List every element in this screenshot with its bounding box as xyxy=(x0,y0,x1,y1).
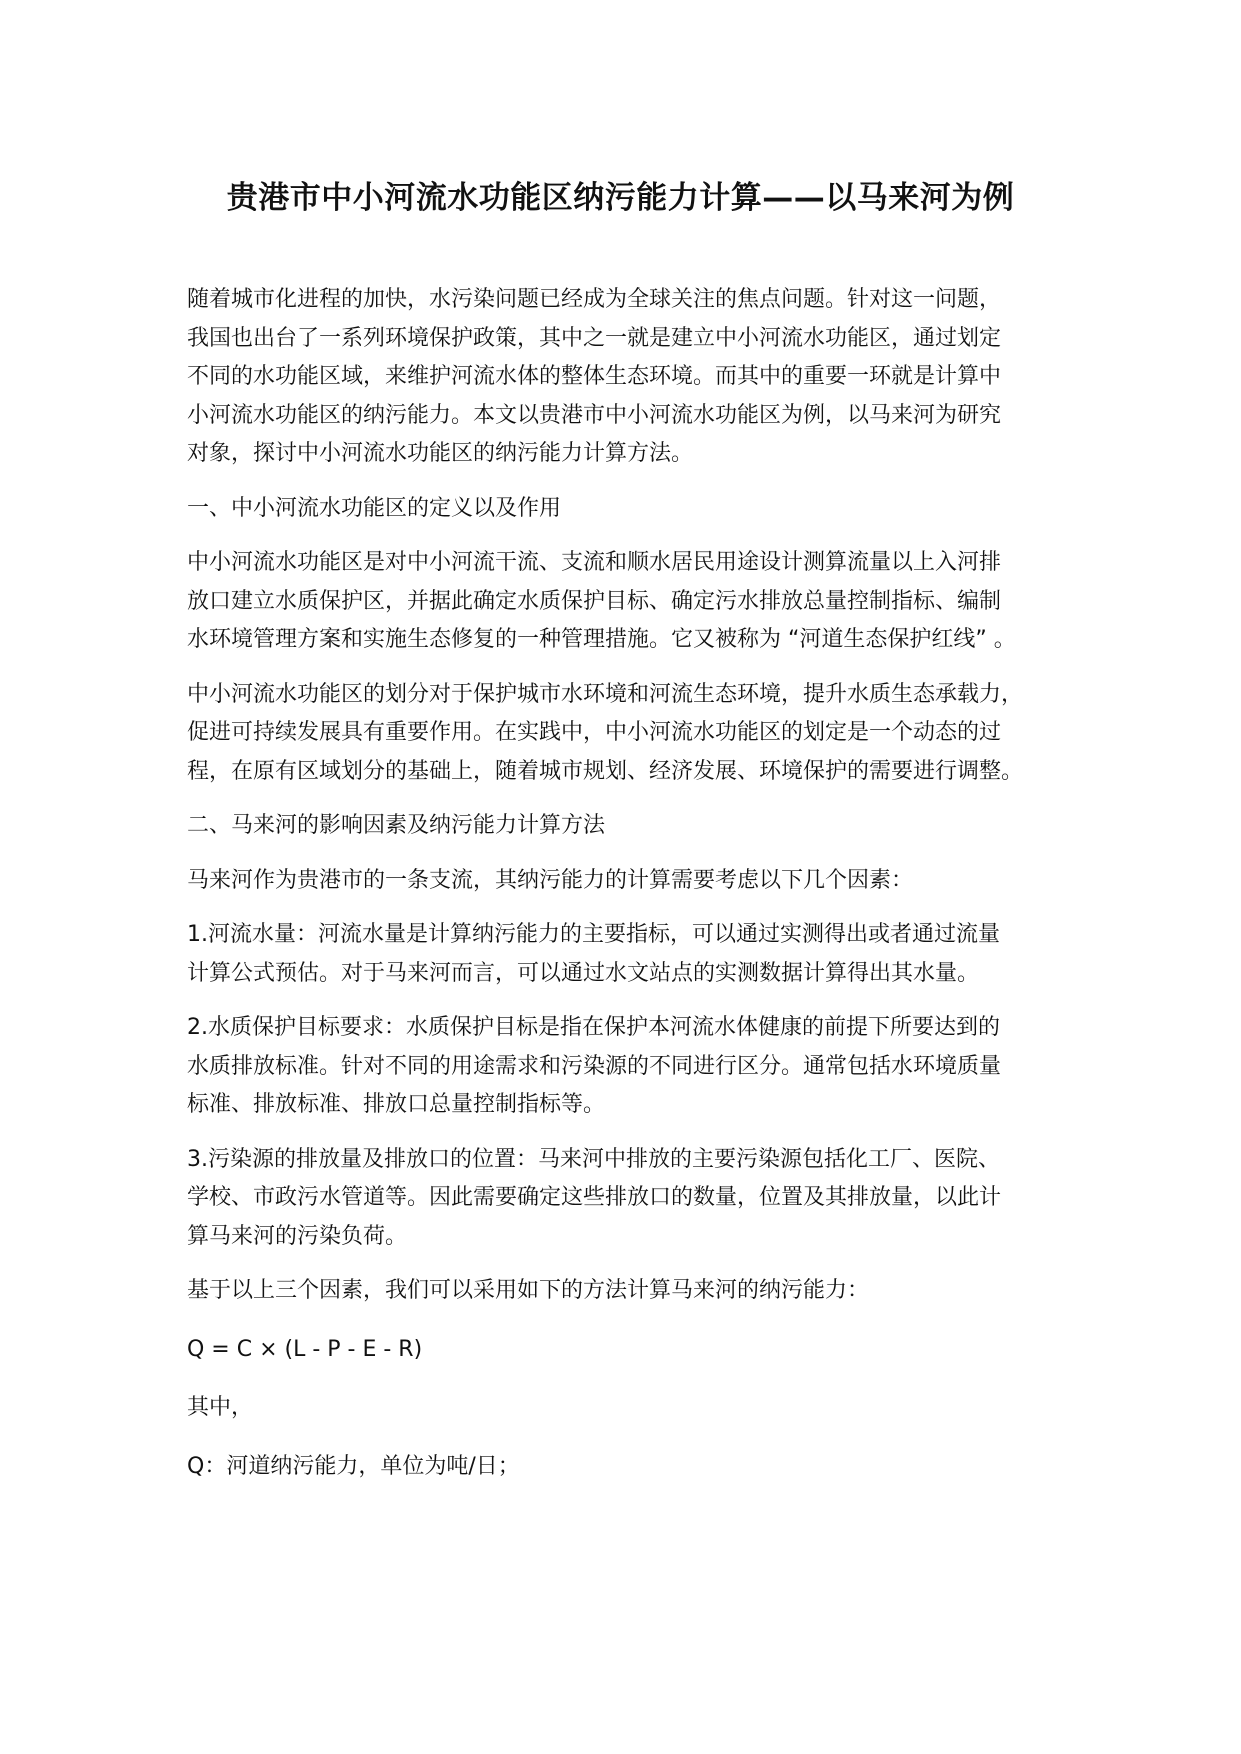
paragraph-line: 中小河流水功能区是对中小河流干流、支流和顺水居民用途设计测算流量以上入河排 xyxy=(187,550,1002,575)
factor-1-paragraph xyxy=(187,916,1072,993)
section1-heading: 一、中小河流水功能区的定义以及作用 xyxy=(187,495,562,521)
section2-intro: 马来河作为贵港市的一条支流，其纳污能力的计算需要考虑以下几个因素： xyxy=(187,867,914,893)
paragraph-line: 学校、市政污水管道等。因此需要确定这些排放口的数量，位置及其排放量，以此计 xyxy=(187,1185,1002,1210)
paragraph-line: 3.污染源的排放量及排放口的位置：马来河中排放的主要污染源包括化工厂、医院、 xyxy=(187,1146,1000,1172)
intro-line: 小河流水功能区的纳污能力。本文以贵港市中小河流水功能区为例，以马来河为研究 xyxy=(187,402,1002,428)
paragraph-line: 放口建立水质保护区，并据此确定水质保护目标、确定污水排放总量控制指标、编制 xyxy=(187,588,1002,614)
definition-q: Q：河道纳污能力，单位为吨/日； xyxy=(187,1453,520,1479)
intro-paragraph xyxy=(187,281,1072,474)
paragraph-line: 促进可持续发展具有重要作用。在实践中，中小河流水功能区的划定是一个动态的过 xyxy=(187,720,1002,745)
paragraph-line: 1.河流水量：河流水量是计算纳污能力的主要指标，可以通过实测得出或者通过流量 xyxy=(187,922,1000,947)
where-label: 其中， xyxy=(187,1395,254,1420)
paragraph-line: 中小河流水功能区的划分对于保护城市水环境和河流生态环境，提升水质生态承载力， xyxy=(187,681,1024,707)
section2-heading: 二、马来河的影响因素及纳污能力计算方法 xyxy=(187,813,606,838)
document-title: 贵港市中小河流水功能区纳污能力计算——以马来河为例 xyxy=(226,180,1015,216)
factor-3-paragraph xyxy=(187,1141,1072,1257)
intro-line: 随着城市化进程的加快，水污染问题已经成为全球关注的焦点问题。针对这一问题， xyxy=(187,287,1002,312)
intro-line: 我国也出台了一系列环境保护政策，其中之一就是建立中小河流水功能区，通过划定 xyxy=(187,325,1002,351)
paragraph-line: 程，在原有区域划分的基础上，随着城市规划、经济发展、环境保护的需要进行调整。 xyxy=(187,758,1024,784)
method-intro: 基于以上三个因素，我们可以采用如下的方法计算马来河的纳污能力： xyxy=(187,1278,870,1303)
paragraph-line: 水质排放标准。针对不同的用途需求和污染源的不同进行区分。通常包括水环境质量 xyxy=(187,1053,1002,1079)
paragraph-line: 计算公式预估。对于马来河而言，可以通过水文站点的实测数据计算得出其水量。 xyxy=(187,960,980,986)
factor-2-paragraph xyxy=(187,1009,1072,1125)
document-body xyxy=(187,281,1072,1506)
paragraph-line: 算马来河的污染负荷。 xyxy=(187,1223,408,1249)
paragraph-line: 2.水质保护目标要求：水质保护目标是指在保护本河流水体健康的前提下所要达到的 xyxy=(187,1015,1000,1040)
paragraph-line: 标准、排放标准、排放口总量控制指标等。 xyxy=(187,1092,606,1117)
paragraph-line: 水环境管理方案和实施生态修复的一种管理措施。它又被称为 “河道生态保护红线” 。 xyxy=(187,627,1016,652)
section1-paragraph-2 xyxy=(187,676,1072,792)
intro-line: 对象，探讨中小河流水功能区的纳污能力计算方法。 xyxy=(187,441,694,466)
formula: Q = C × (L - P - E - R) xyxy=(187,1336,423,1362)
section1-paragraph-1 xyxy=(187,544,1072,660)
intro-line: 不同的水功能区域，来维护河流水体的整体生态环境。而其中的重要一环就是计算中 xyxy=(187,364,1002,389)
